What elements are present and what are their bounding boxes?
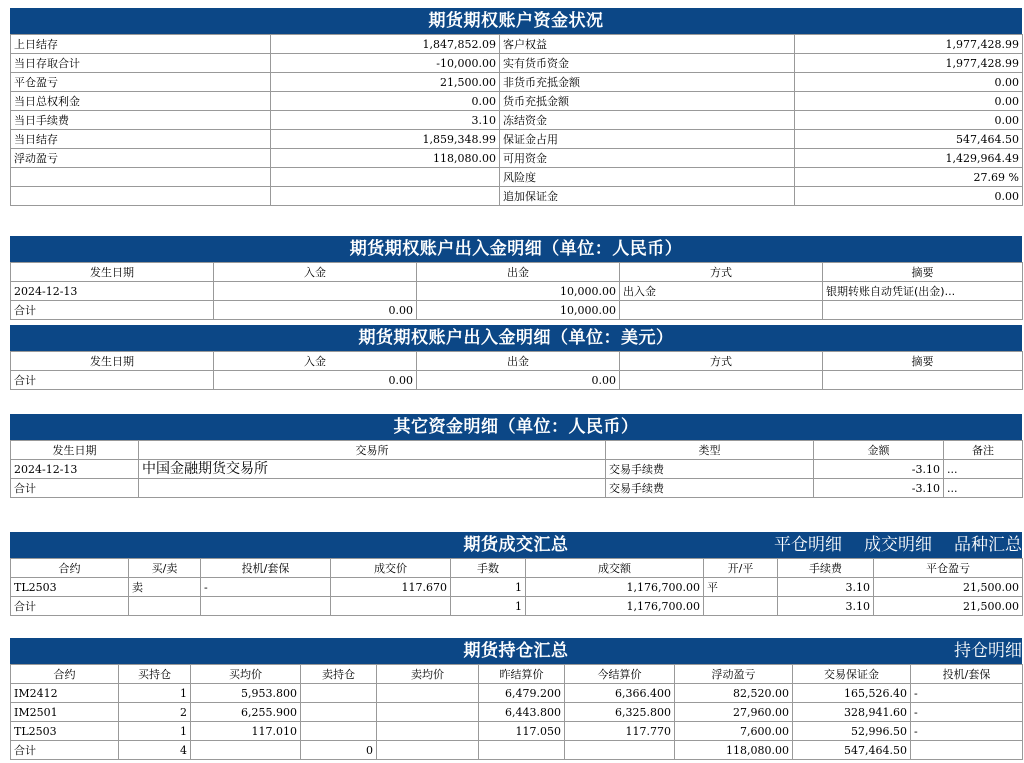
table-cell (139, 479, 606, 498)
column-header: 方式 (620, 263, 823, 282)
table-cell: 0 (301, 741, 377, 760)
table-cell: 合计 (11, 597, 129, 616)
column-header: 合约 (11, 559, 129, 578)
table-cell: 1 (119, 722, 191, 741)
table-cell: - (911, 722, 1023, 741)
table-cell: ... (944, 460, 1023, 479)
column-header: 发生日期 (11, 263, 214, 282)
table-row (11, 111, 1023, 130)
table-cell: 328,941.60 (793, 703, 911, 722)
trades-title-bar (10, 532, 1022, 558)
table-cell: -3.10 (814, 460, 944, 479)
field-value: 0.00 (271, 92, 500, 111)
deposit-rmb-table (10, 262, 1023, 320)
table-cell (191, 741, 301, 760)
deposit-rmb-title: 期货期权账户出入金明细（单位：人民币） (10, 236, 1022, 262)
table-cell: 2024-12-13 (11, 460, 139, 479)
table-cell (620, 301, 823, 320)
field-label: 追加保证金 (500, 187, 795, 206)
field-value: 1,977,428.99 (795, 35, 1023, 54)
table-cell: -3.10 (814, 479, 944, 498)
table-row (11, 460, 1023, 479)
table-cell: 117.010 (191, 722, 301, 741)
header-row (11, 441, 1023, 460)
table-row (11, 722, 1023, 741)
field-label: 浮动盈亏 (11, 149, 271, 168)
table-cell: 0.00 (417, 371, 620, 390)
field-value: 0.00 (795, 187, 1023, 206)
field-label: 当日手续费 (11, 111, 271, 130)
field-label: 上日结存 (11, 35, 271, 54)
table-cell: 3.10 (778, 578, 874, 597)
table-row (11, 187, 1023, 206)
table-cell (377, 722, 479, 741)
trades-section (10, 532, 1022, 616)
table-cell: 合计 (11, 301, 214, 320)
table-cell: - (201, 578, 331, 597)
table-cell: 6,255.900 (191, 703, 301, 722)
field-value: 3.10 (271, 111, 500, 130)
table-cell: 4 (119, 741, 191, 760)
field-label: 当日存取合计 (11, 54, 271, 73)
table-cell: 6,366.400 (565, 684, 675, 703)
table-row (11, 578, 1023, 597)
other-funds-title: 其它资金明细（单位：人民币） (10, 414, 1022, 440)
field-value: 1,429,964.49 (795, 149, 1023, 168)
field-label: 非货币充抵金额 (500, 73, 795, 92)
table-cell (479, 741, 565, 760)
column-header: 卖均价 (377, 665, 479, 684)
table-cell (331, 597, 451, 616)
table-cell: 0.00 (214, 301, 417, 320)
column-header: 交易保证金 (793, 665, 911, 684)
column-header: 金额 (814, 441, 944, 460)
table-cell (377, 684, 479, 703)
column-header: 卖持仓 (301, 665, 377, 684)
column-header: 出金 (417, 263, 620, 282)
header-link[interactable]: 平仓明细 (774, 535, 842, 555)
field-value (271, 168, 500, 187)
column-header: 备注 (944, 441, 1023, 460)
field-value: 21,500.00 (271, 73, 500, 92)
column-header: 方式 (620, 352, 823, 371)
column-header: 成交额 (526, 559, 704, 578)
column-header: 发生日期 (11, 441, 139, 460)
table-cell: 卖 (129, 578, 201, 597)
account-summary-section (10, 8, 1022, 206)
table-cell: 6,443.800 (479, 703, 565, 722)
field-label: 实有货币资金 (500, 54, 795, 73)
positions-title-bar (10, 638, 1022, 664)
header-row (11, 559, 1023, 578)
deposit-rmb-section (10, 236, 1022, 320)
field-label: 当日总权利金 (11, 92, 271, 111)
table-cell: 52,996.50 (793, 722, 911, 741)
table-row (11, 301, 1023, 320)
table-row (11, 282, 1023, 301)
table-row (11, 703, 1023, 722)
table-cell: 7,600.00 (675, 722, 793, 741)
deposit-usd-title: 期货期权账户出入金明细（单位：美元） (10, 325, 1022, 351)
trades-table (10, 558, 1023, 616)
table-cell: 合计 (11, 479, 139, 498)
column-header: 买均价 (191, 665, 301, 684)
column-header: 今结算价 (565, 665, 675, 684)
field-label: 平仓盈亏 (11, 73, 271, 92)
column-header: 昨结算价 (479, 665, 565, 684)
header-link[interactable]: 成交明细 (864, 535, 932, 555)
column-header: 类型 (606, 441, 814, 460)
field-value: 1,977,428.99 (795, 54, 1023, 73)
table-cell: 合计 (11, 741, 119, 760)
table-row (11, 92, 1023, 111)
table-cell: ... (944, 479, 1023, 498)
column-header: 开/平 (704, 559, 778, 578)
field-label: 货币充抵金额 (500, 92, 795, 111)
table-cell (911, 741, 1023, 760)
field-label: 当日结存 (11, 130, 271, 149)
table-cell: - (911, 684, 1023, 703)
field-value: 547,464.50 (795, 130, 1023, 149)
table-cell: 交易手续费 (606, 479, 814, 498)
deposit-usd-table (10, 351, 1023, 390)
column-header: 摘要 (823, 352, 1023, 371)
table-cell: 交易手续费 (606, 460, 814, 479)
table-cell (301, 722, 377, 741)
table-cell: 117.050 (479, 722, 565, 741)
positions-title: 期货持仓汇总 (463, 641, 569, 661)
field-label: 可用资金 (500, 149, 795, 168)
column-header: 摘要 (823, 263, 1023, 282)
column-header: 发生日期 (11, 352, 214, 371)
header-row (11, 352, 1023, 371)
table-cell: 平 (704, 578, 778, 597)
account-summary-title: 期货期权账户资金状况 (10, 8, 1022, 34)
table-row (11, 130, 1023, 149)
column-header: 成交价 (331, 559, 451, 578)
column-header: 手续费 (778, 559, 874, 578)
positions-section (10, 638, 1022, 760)
table-row (11, 168, 1023, 187)
table-row (11, 597, 1023, 616)
table-cell: 10,000.00 (417, 282, 620, 301)
other-funds-table (10, 440, 1023, 498)
table-cell: 3.10 (778, 597, 874, 616)
table-cell (377, 741, 479, 760)
account-summary-table (10, 34, 1023, 206)
table-cell (377, 703, 479, 722)
column-header: 买/卖 (129, 559, 201, 578)
table-cell: TL2503 (11, 578, 129, 597)
table-cell: 6,479.200 (479, 684, 565, 703)
table-row (11, 149, 1023, 168)
field-label (11, 168, 271, 187)
field-value: -10,000.00 (271, 54, 500, 73)
table-cell: 2024-12-13 (11, 282, 214, 301)
column-header: 买持仓 (119, 665, 191, 684)
table-row (11, 54, 1023, 73)
header-row (11, 263, 1023, 282)
column-header: 交易所 (139, 441, 606, 460)
table-cell: 21,500.00 (874, 597, 1023, 616)
trades-links (752, 532, 1022, 558)
deposit-usd-section (10, 325, 1022, 390)
trades-title: 期货成交汇总 (463, 535, 569, 555)
table-cell: 出入金 (620, 282, 823, 301)
header-link[interactable]: 持仓明细 (954, 641, 1022, 661)
table-row (11, 479, 1023, 498)
table-cell: 2 (119, 703, 191, 722)
column-header: 投机/套保 (911, 665, 1023, 684)
table-cell (565, 741, 675, 760)
table-cell (823, 371, 1023, 390)
table-cell (823, 301, 1023, 320)
table-row (11, 35, 1023, 54)
field-label: 保证金占用 (500, 130, 795, 149)
table-cell: 0.00 (214, 371, 417, 390)
table-cell: 中国金融期货交易所 (139, 460, 606, 479)
table-cell: 117.770 (565, 722, 675, 741)
table-cell (214, 282, 417, 301)
column-header: 手数 (451, 559, 526, 578)
header-link[interactable]: 品种汇总 (954, 535, 1022, 555)
table-cell: 1,176,700.00 (526, 597, 704, 616)
table-row (11, 684, 1023, 703)
table-row (11, 371, 1023, 390)
field-value: 27.69 % (795, 168, 1023, 187)
column-header: 入金 (214, 352, 417, 371)
table-cell (129, 597, 201, 616)
table-cell: 118,080.00 (675, 741, 793, 760)
table-cell: 1 (119, 684, 191, 703)
header-row (11, 665, 1023, 684)
table-cell: IM2412 (11, 684, 119, 703)
positions-links (932, 638, 1022, 664)
field-value: 0.00 (795, 92, 1023, 111)
column-header: 浮动盈亏 (675, 665, 793, 684)
positions-table (10, 664, 1023, 760)
table-cell: 1 (451, 578, 526, 597)
table-cell: 547,464.50 (793, 741, 911, 760)
table-row (11, 73, 1023, 92)
column-header: 出金 (417, 352, 620, 371)
table-row (11, 741, 1023, 760)
other-funds-section (10, 414, 1022, 498)
field-label: 风险度 (500, 168, 795, 187)
table-cell: 82,520.00 (675, 684, 793, 703)
field-label (11, 187, 271, 206)
field-value: 1,847,852.09 (271, 35, 500, 54)
field-value: 0.00 (795, 73, 1023, 92)
table-cell: 117.670 (331, 578, 451, 597)
table-cell: 5,953.800 (191, 684, 301, 703)
column-header: 入金 (214, 263, 417, 282)
table-cell (201, 597, 331, 616)
table-cell: 合计 (11, 371, 214, 390)
table-cell: 165,526.40 (793, 684, 911, 703)
table-cell: 1 (451, 597, 526, 616)
table-cell: 27,960.00 (675, 703, 793, 722)
field-value: 0.00 (795, 111, 1023, 130)
table-cell (704, 597, 778, 616)
table-cell (301, 684, 377, 703)
table-cell: 银期转账自动凭证(出金)... (823, 282, 1023, 301)
column-header: 投机/套保 (201, 559, 331, 578)
table-cell: IM2501 (11, 703, 119, 722)
field-value: 118,080.00 (271, 149, 500, 168)
table-cell: 10,000.00 (417, 301, 620, 320)
column-header: 平仓盈亏 (874, 559, 1023, 578)
table-cell: 21,500.00 (874, 578, 1023, 597)
table-cell: 1,176,700.00 (526, 578, 704, 597)
table-cell: TL2503 (11, 722, 119, 741)
table-cell (620, 371, 823, 390)
field-value (271, 187, 500, 206)
table-cell: 6,325.800 (565, 703, 675, 722)
table-cell (301, 703, 377, 722)
field-label: 冻结资金 (500, 111, 795, 130)
column-header: 合约 (11, 665, 119, 684)
field-label: 客户权益 (500, 35, 795, 54)
table-cell: - (911, 703, 1023, 722)
field-value: 1,859,348.99 (271, 130, 500, 149)
